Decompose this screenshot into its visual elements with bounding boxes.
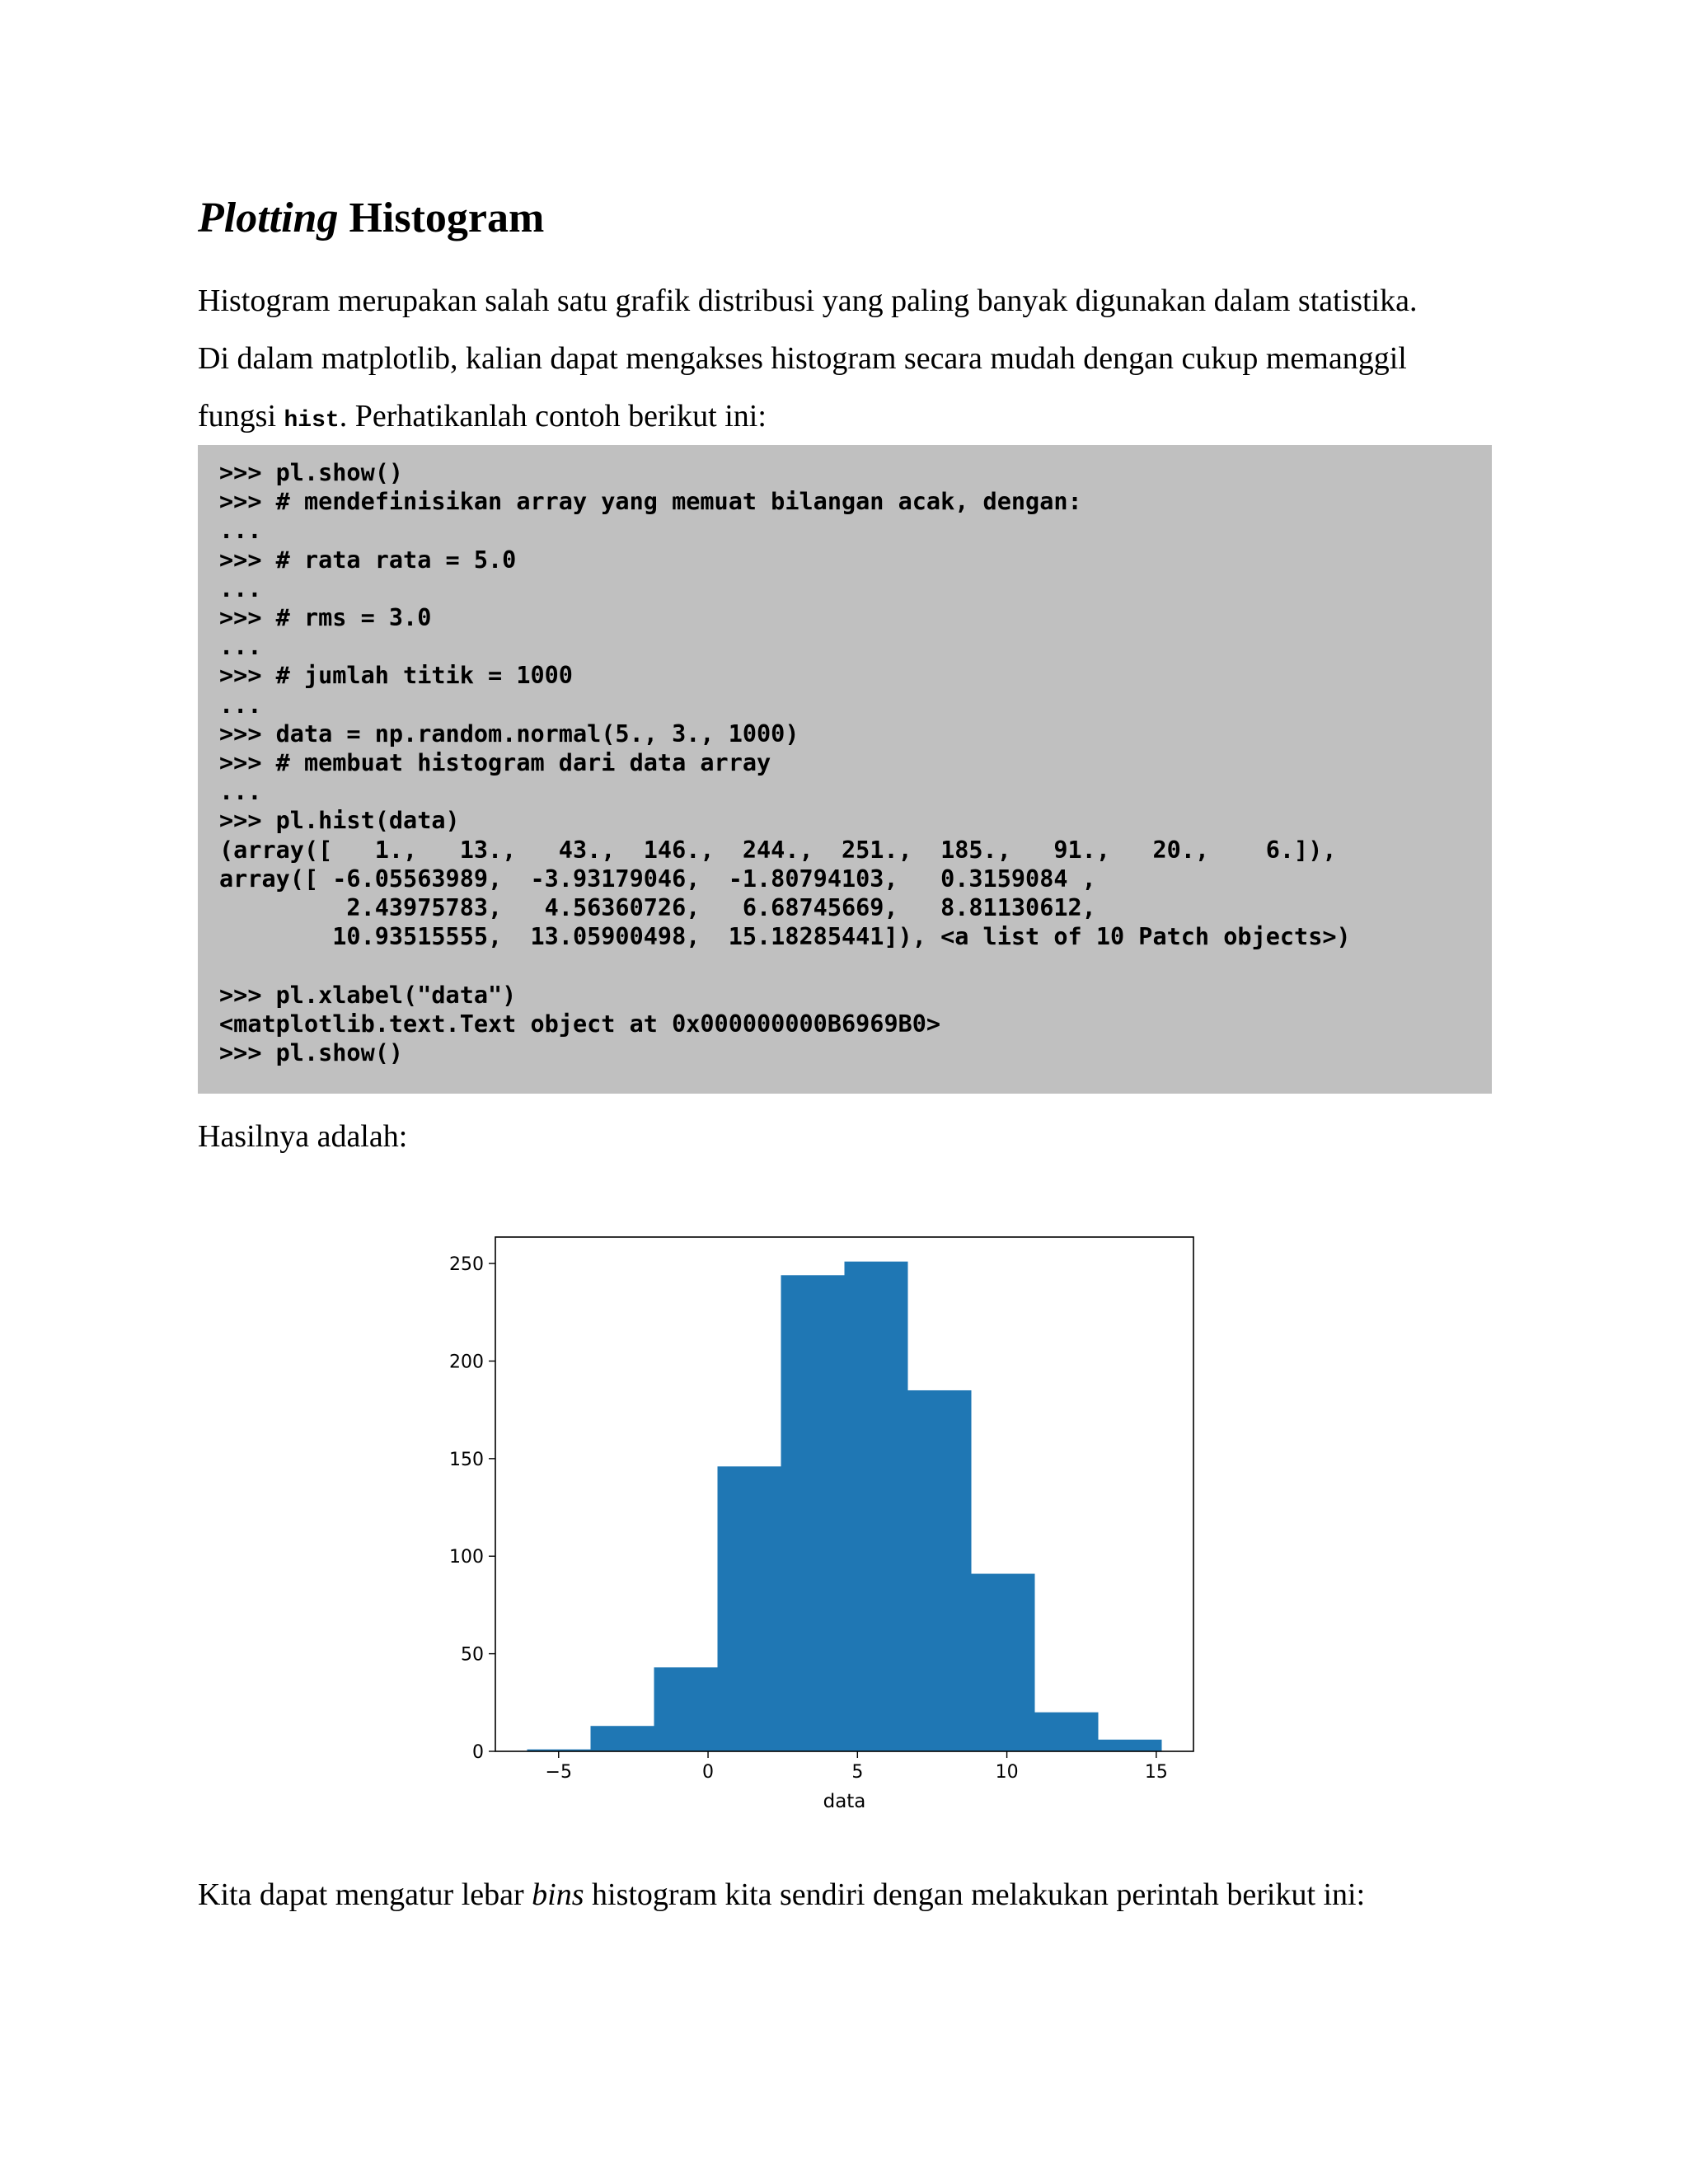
code-line: >>> # membuat histogram dari data array <box>219 749 771 777</box>
inline-code-hist: hist <box>284 408 340 434</box>
code-line: ... <box>219 778 262 806</box>
heading-italic-word: Plotting <box>198 194 339 241</box>
code-block <box>198 445 1492 1094</box>
x-tick-label: 15 <box>1144 1762 1168 1783</box>
histogram-bar <box>908 1390 972 1751</box>
y-tick-label: 250 <box>449 1254 484 1276</box>
histogram-bar <box>972 1574 1035 1751</box>
result-text: Hasilnya adalah: <box>198 1119 408 1154</box>
x-tick-label: 10 <box>995 1762 1019 1783</box>
intro-line-1: Histogram merupakan salah satu grafik distribusi yang paling banyak digunakan dalam statistika. <box>198 284 1418 318</box>
code-line: (array([ 1., 13., 43., 146., 244., 251., 185., 91., 20., 6.]), <box>219 836 1337 864</box>
code-line: >>> # jumlah titik = 1000 <box>219 662 573 690</box>
code-line: ... <box>219 517 262 545</box>
histogram-bar <box>1035 1713 1099 1751</box>
intro-line-3-before: fungsi <box>198 399 284 434</box>
code-line: ... <box>219 574 262 602</box>
x-axis-label: data <box>823 1791 866 1812</box>
code-line: >>> # mendefinisikan array yang memuat bilangan acak, dengan: <box>219 488 1082 516</box>
code-line: 2.43975783, 4.56360726, 6.68745669, 8.81130612, <box>219 894 1096 922</box>
code-line: array([ -6.05563989, -3.93179046, -1.80794103, 0.3159084 , <box>219 865 1096 893</box>
code-line: >>> # rms = 3.0 <box>219 604 432 632</box>
code-line: >>> pl.hist(data) <box>219 807 460 835</box>
y-tick-label: 100 <box>449 1547 484 1568</box>
outro-before: Kita dapat mengatur lebar <box>198 1877 532 1912</box>
outro-italic-bins: bins <box>532 1877 584 1912</box>
code-line: >>> data = np.random.normal(5., 3., 1000) <box>219 719 799 748</box>
section-heading <box>198 194 544 241</box>
y-tick-label: 50 <box>461 1644 484 1666</box>
code-line: 10.93515555, 13.05900498, 15.18285441]), <a list of 10 Patch objects>) <box>219 923 1351 951</box>
code-line: <matplotlib.text.Text object at 0x000000000B6969B0> <box>219 1010 941 1038</box>
x-tick-label: 0 <box>702 1762 715 1783</box>
histogram-svg <box>412 1236 1236 1846</box>
y-tick-label: 150 <box>449 1449 484 1470</box>
outro-text <box>198 1866 1492 1924</box>
code-line: >>> pl.xlabel("data") <box>219 981 517 1009</box>
code-line: ... <box>219 633 262 661</box>
code-line: >>> pl.show() <box>219 459 404 486</box>
histogram-bar <box>591 1726 654 1751</box>
histogram-chart <box>412 1236 1236 1846</box>
histogram-bar <box>718 1466 781 1751</box>
heading-rest: Histogram <box>338 194 545 241</box>
code-line: >>> pl.show() <box>219 1039 404 1067</box>
histogram-bar <box>1099 1740 1162 1751</box>
outro-after: histogram kita sendiri dengan melakukan perintah berikut ini: <box>584 1877 1366 1912</box>
y-tick-label: 0 <box>472 1742 484 1763</box>
x-tick-label: 5 <box>851 1762 864 1783</box>
histogram-bar <box>781 1275 845 1751</box>
intro-line-3-after: . Perhatikanlah contoh berikut ini: <box>339 399 767 434</box>
x-tick-label: −5 <box>545 1762 572 1783</box>
intro-line-2: Di dalam matplotlib, kalian dapat mengakses histogram secara mudah dengan cukup memanggil <box>198 341 1407 376</box>
histogram-bar <box>845 1262 908 1751</box>
intro-line-3 <box>198 387 1492 450</box>
histogram-bar <box>654 1667 718 1751</box>
y-tick-label: 200 <box>449 1352 484 1373</box>
code-line: >>> # rata rata = 5.0 <box>219 546 517 574</box>
code-text <box>219 458 1492 1067</box>
code-line: ... <box>219 691 262 719</box>
